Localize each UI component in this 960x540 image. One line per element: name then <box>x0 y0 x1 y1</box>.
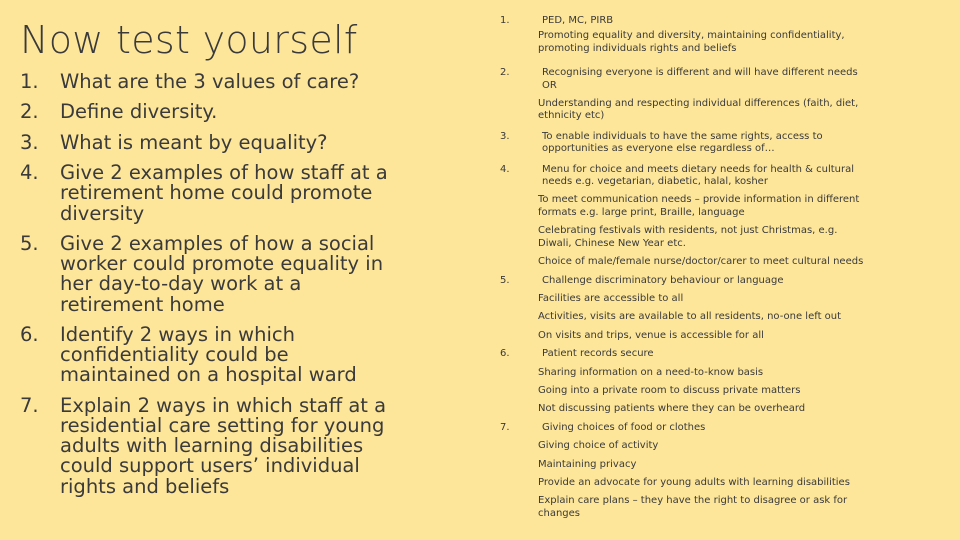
answer-item <box>500 275 870 343</box>
question-item <box>20 231 390 316</box>
question-item <box>20 130 390 154</box>
question-text: Give 2 examples of how staff at a retirement home could promote diversity <box>60 161 388 225</box>
question-text: What is meant by equality? <box>60 130 328 154</box>
answer-line: To enable individuals to have the same rights, access to opportunities as everyone else regardless of… <box>542 130 823 155</box>
answer-line: Understanding and respecting individual differences (faith, diet, ethnicity etc) <box>538 98 859 122</box>
answers-list <box>500 15 870 526</box>
answer-item <box>500 422 870 520</box>
question-number: 5. <box>20 231 39 255</box>
question-number: 4. <box>20 161 39 185</box>
answer-item <box>500 131 870 156</box>
answer-item <box>500 348 870 416</box>
answer-item <box>500 15 870 55</box>
answer-line: Explain care plans – they have the right to disagree or ask for changes <box>538 495 848 519</box>
question-number: 2. <box>20 100 39 124</box>
answer-line: Facilities are accessible to all <box>538 292 684 304</box>
question-item <box>20 322 390 387</box>
answer-line: Activities, visits are available to all residents, no-one left out <box>538 311 842 323</box>
answer-line: Menu for choice and meets dietary needs for health & cultural needs e.g. vegetarian, diabetic, halal, kosher <box>542 163 855 188</box>
answer-number: 4. <box>500 163 510 175</box>
answer-number: 5. <box>500 274 510 286</box>
answer-line: Challenge discriminatory behaviour or language <box>542 274 784 286</box>
question-text: What are the 3 values of care? <box>60 70 360 93</box>
answer-line: Giving choices of food or clothes <box>542 421 706 433</box>
slide-title: Now test yourself <box>20 18 358 62</box>
question-item <box>20 163 390 224</box>
answer-line: Sharing information on a need-to-know basis <box>538 366 764 378</box>
answer-number: 6. <box>500 348 510 360</box>
answer-number: 3. <box>500 130 510 142</box>
question-number: 7. <box>20 393 39 417</box>
answer-line: Provide an advocate for young adults with learning disabilities <box>538 476 850 488</box>
answer-item <box>500 164 870 269</box>
answer-item <box>500 67 870 123</box>
answer-line: Promoting equality and diversity, maintaining confidentiality, promoting individuals rights and beliefs <box>538 30 845 54</box>
answer-number: 1. <box>500 15 510 26</box>
question-number: 1. <box>20 70 39 93</box>
answer-line: PED, MC, PIRB <box>542 15 614 26</box>
answer-line: Not discussing patients where they can be overheard <box>538 403 806 415</box>
question-text: Define diversity. <box>60 100 218 124</box>
answer-line: Giving choice of activity <box>538 440 659 452</box>
questions-list <box>20 72 390 507</box>
question-text: Identify 2 ways in which confidentiality could be maintained on a hospital ward <box>60 322 357 387</box>
question-text: Give 2 examples of how a social worker could promote equality in her day-to-day work at a retirement home <box>60 231 384 316</box>
answer-line: Going into a private room to discuss private matters <box>538 384 801 396</box>
answer-line: On visits and trips, venue is accessible for all <box>538 329 764 341</box>
answer-line: To meet communication needs – provide information in different formats e.g. large print, Braille, language <box>538 194 860 218</box>
answer-number: 7. <box>500 421 510 433</box>
answer-line: Choice of male/female nurse/doctor/carer to meet cultural needs <box>538 256 864 268</box>
answer-line: Recognising everyone is different and will have different needs OR <box>542 67 858 91</box>
question-number: 6. <box>20 322 39 346</box>
question-item <box>20 102 390 122</box>
question-item <box>20 393 390 498</box>
answer-number: 2. <box>500 67 510 79</box>
answer-line: Celebrating festivals with residents, not just Christmas, e.g. Diwali, Chinese New Year etc. <box>538 225 838 249</box>
answer-line: Maintaining privacy <box>538 458 637 470</box>
answer-line: Patient records secure <box>542 348 654 360</box>
question-item <box>20 72 390 92</box>
question-text: Explain 2 ways in which staff at a residential care setting for young adults with learning disabilities could support users’ individual rights and beliefs <box>60 393 387 498</box>
question-number: 3. <box>20 130 39 154</box>
